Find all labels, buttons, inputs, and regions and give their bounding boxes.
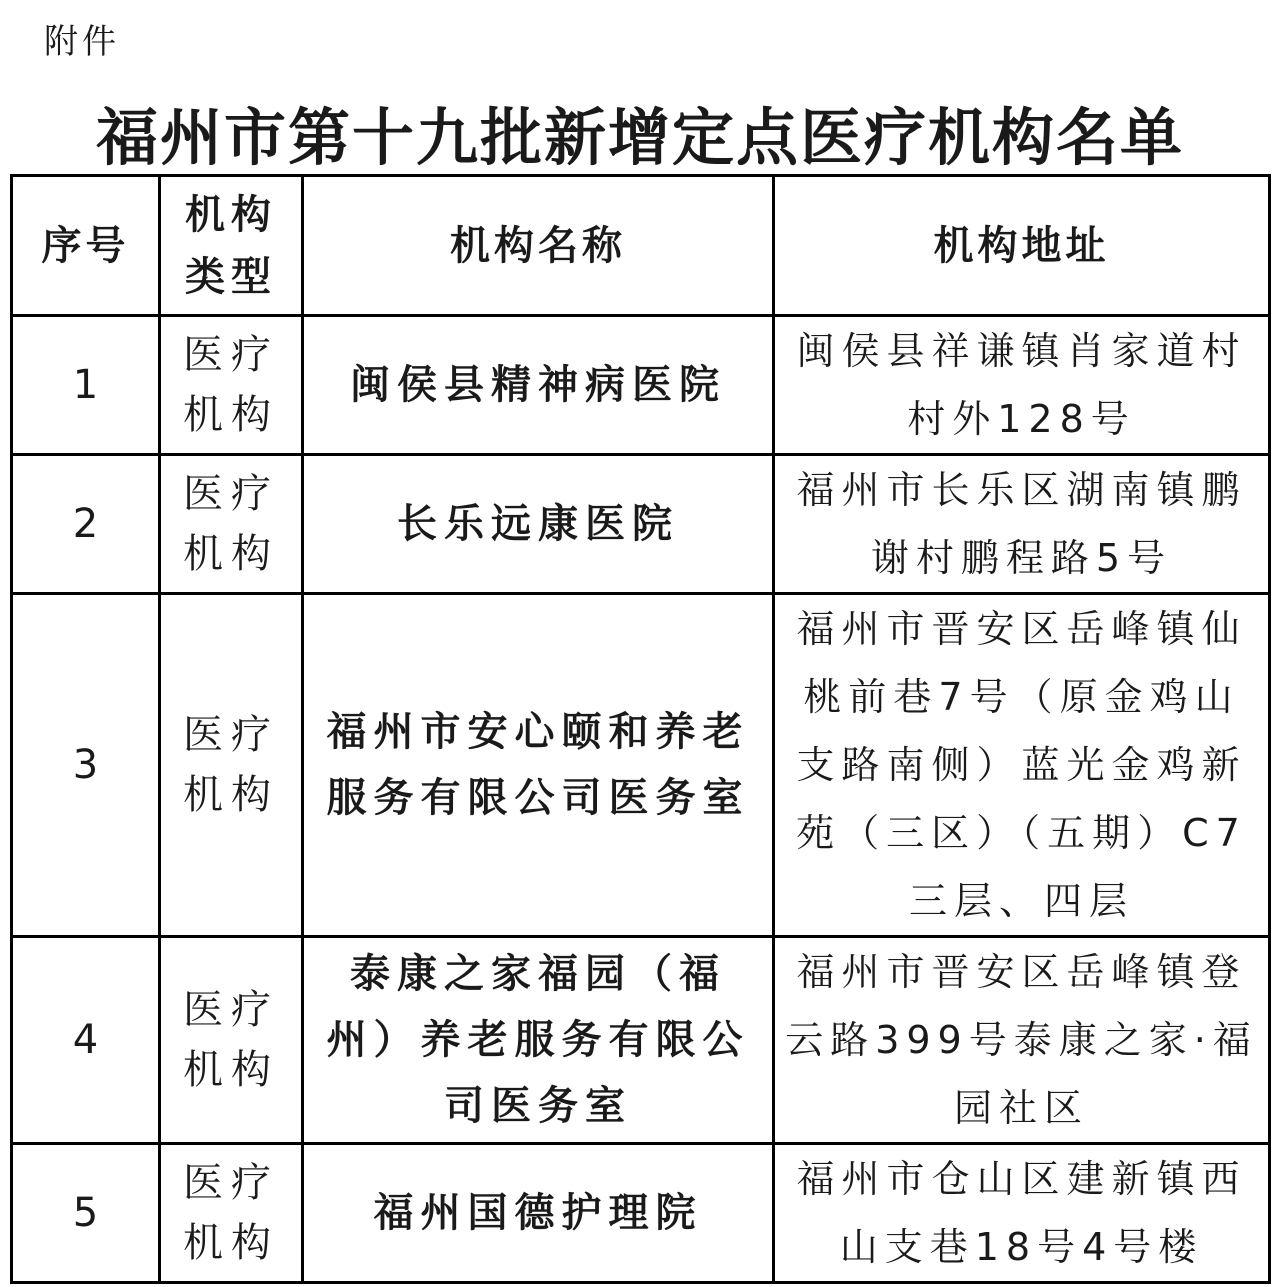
row-type [160, 594, 303, 937]
row-name: 泰康之家福园（福州）养老服务有限公司医务室 [303, 937, 774, 1144]
row-index: 1 [12, 316, 160, 455]
header-type-line1: 机构 [185, 191, 277, 238]
row-address: 福州市仓山区建新镇西山支巷18号4号楼 [774, 1144, 1270, 1283]
table-row [12, 455, 1270, 594]
header-index: 序号 [12, 176, 160, 316]
row-type-line1: 医疗 [183, 471, 279, 517]
row-type [160, 1144, 303, 1283]
row-type [160, 937, 303, 1144]
row-type-line1: 医疗 [183, 712, 279, 758]
row-name: 福州国德护理院 [303, 1144, 774, 1283]
table-row [12, 316, 1270, 455]
row-type [160, 316, 303, 455]
row-type-line1: 医疗 [183, 987, 279, 1033]
row-address: 福州市晋安区岳峰镇登云路399号泰康之家·福园社区 [774, 937, 1270, 1144]
header-name: 机构名称 [303, 176, 774, 316]
row-type-line1: 医疗 [183, 1160, 279, 1206]
table-header-row [12, 176, 1270, 316]
row-name: 闽侯县精神病医院 [303, 316, 774, 455]
header-address: 机构地址 [774, 176, 1270, 316]
row-type-line2: 机构 [183, 772, 279, 818]
row-address: 闽侯县祥谦镇肖家道村村外128号 [774, 316, 1270, 455]
row-index: 5 [12, 1144, 160, 1283]
row-name: 长乐远康医院 [303, 455, 774, 594]
row-type-line1: 医疗 [183, 332, 279, 378]
header-type [160, 176, 303, 316]
row-name: 福州市安心颐和养老服务有限公司医务室 [303, 594, 774, 937]
table-row [12, 1144, 1270, 1283]
header-type-line2: 类型 [185, 253, 277, 300]
row-type-line2: 机构 [183, 1047, 279, 1093]
row-index: 4 [12, 937, 160, 1144]
row-type-line2: 机构 [183, 392, 279, 438]
row-type-line2: 机构 [183, 531, 279, 577]
row-address: 福州市长乐区湖南镇鹏谢村鹏程路5号 [774, 455, 1270, 594]
row-type [160, 455, 303, 594]
row-address: 福州市晋安区岳峰镇仙桃前巷7号（原金鸡山支路南侧）蓝光金鸡新苑（三区）（五期）C7三层、四层 [774, 594, 1270, 937]
table-row [12, 594, 1270, 937]
table-row [12, 937, 1270, 1144]
institution-table [10, 174, 1271, 1284]
row-index: 2 [12, 455, 160, 594]
document-title: 福州市第十九批新增定点医疗机构名单 [95, 101, 1184, 174]
row-index: 3 [12, 594, 160, 937]
attachment-label: 附件 [44, 22, 120, 62]
row-type-line2: 机构 [183, 1220, 279, 1266]
